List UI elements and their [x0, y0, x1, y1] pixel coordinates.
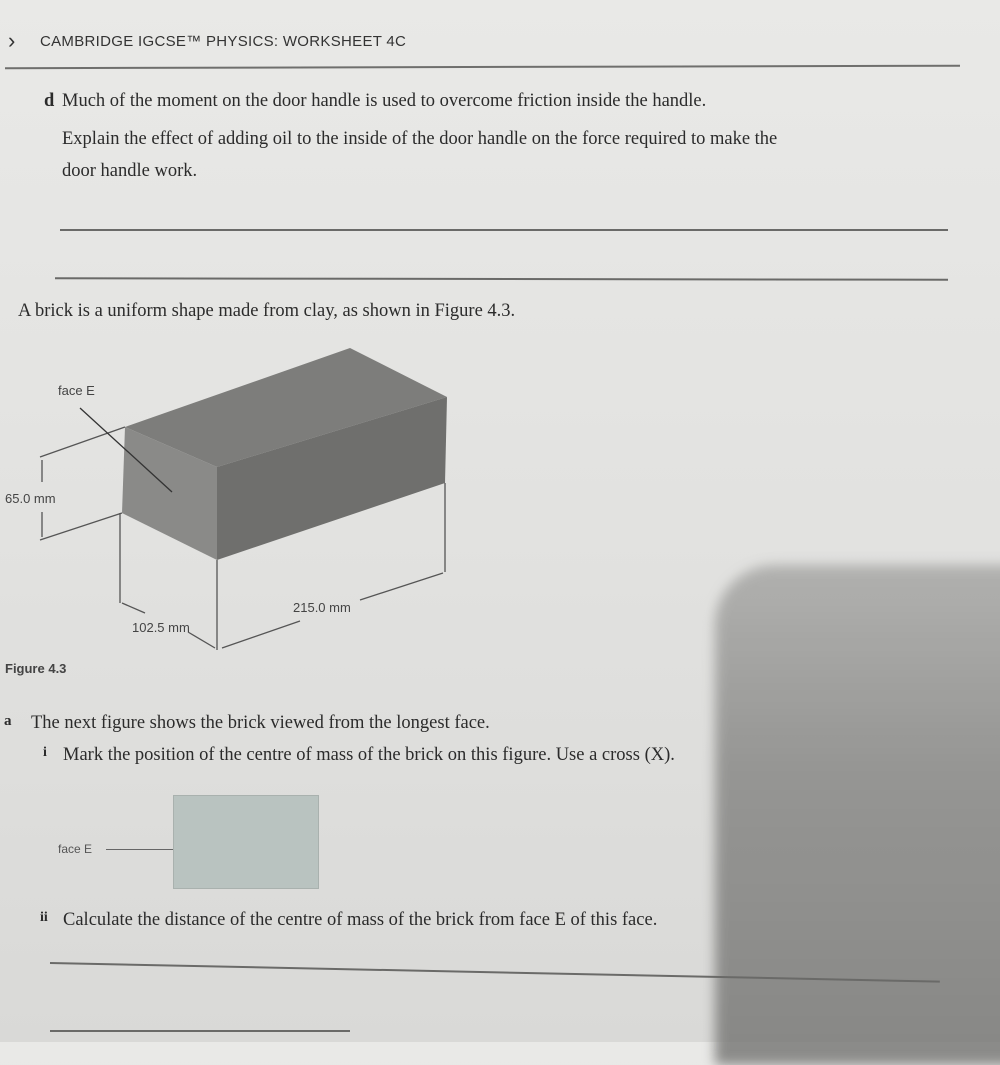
question-d-text-3: door handle work. [62, 161, 198, 181]
part-i-text: Mark the position of the centre of mass of the brick on this figure. Use a cross (X). [63, 745, 675, 765]
figure-caption: Figure 4.3 [5, 661, 67, 676]
dim-arrow [188, 632, 215, 648]
answer-line[interactable] [50, 1030, 350, 1032]
question-d-text-1: Much of the moment on the door handle is used to overcome friction inside the handle. [62, 91, 707, 111]
question-d-label: d [44, 91, 55, 111]
length-label: 215.0 mm [293, 600, 351, 615]
question-d-text-2: Explain the effect of adding oil to the inside of the door handle on the force required to make the [62, 129, 778, 149]
brick-intro: A brick is a uniform shape made from clay, as shown in Figure 4.3. [18, 301, 516, 321]
photo-shadow [715, 565, 1000, 1065]
face-e-label: face E [58, 383, 95, 398]
answer-line[interactable] [55, 277, 948, 280]
brick-figure [0, 340, 470, 670]
dim-arrow [222, 621, 300, 648]
part-i-label: i [43, 745, 47, 760]
face-e-pointer [106, 849, 174, 850]
answer-line[interactable] [60, 229, 948, 231]
height-label: 65.0 mm [5, 491, 56, 506]
question-a-text: The next figure shows the brick viewed from the longest face. [31, 713, 490, 733]
chevron-right-icon: › [8, 28, 16, 53]
small-face-e-label: face E [58, 842, 93, 856]
dim-arrow [122, 603, 145, 613]
dim-line [40, 427, 125, 457]
header-rule [5, 65, 960, 70]
dim-line [40, 513, 122, 540]
part-ii-text: Calculate the distance of the centre of mass of the brick from face E of this face. [63, 910, 658, 930]
width-label: 102.5 mm [132, 620, 190, 635]
brick-longest-face-figure[interactable] [173, 795, 319, 889]
part-ii-label: ii [40, 910, 48, 925]
question-a-label: a [4, 713, 12, 729]
worksheet-header: CAMBRIDGE IGCSE™ PHYSICS: WORKSHEET 4C [40, 33, 407, 50]
dim-arrow [360, 573, 443, 600]
